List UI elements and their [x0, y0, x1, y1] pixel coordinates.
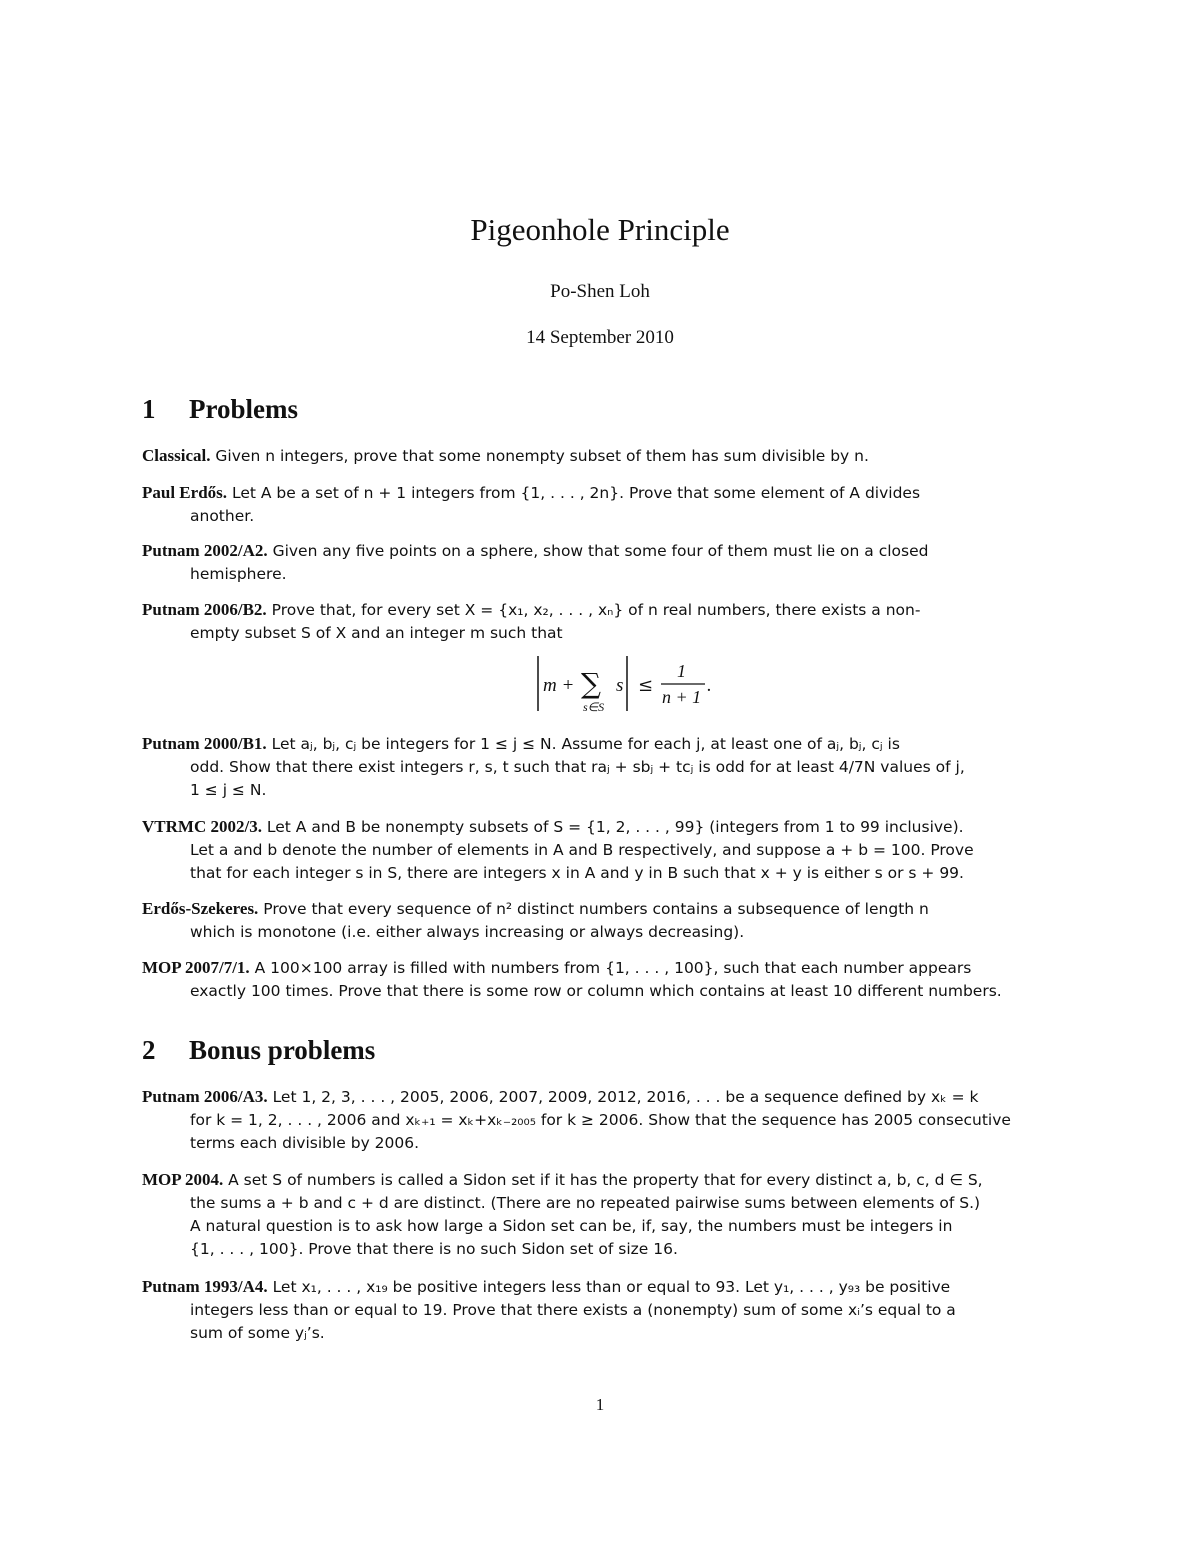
problem-mop-2007-7-1 [142, 956, 1058, 1003]
problem-classical [142, 444, 1058, 468]
problem-text: for k = 1, 2, . . . , 2006 and xₖ₊₁ = xₖ+xₖ₋₂₀₀₅ for k ≥ 2006. Show that the sequence has 2005 consecutive [190, 1111, 1011, 1129]
problem-name: Putnam 2006/A3. [142, 1087, 268, 1106]
problem-text: terms each divisible by 2006. [190, 1134, 420, 1152]
problem-putnam-2006-b2 [142, 598, 1058, 645]
problem-name: MOP 2007/7/1. [142, 958, 250, 977]
problem-name: Putnam 2002/A2. [142, 541, 268, 560]
section-number: 1 [142, 394, 156, 424]
problem-text: Given any five points on a sphere, show that some four of them must lie on a closed [272, 542, 929, 560]
section-heading-bonus [142, 1035, 375, 1066]
problem-name: Putnam 2000/B1. [142, 734, 267, 753]
problem-text: Let aⱼ, bⱼ, cⱼ be integers for 1 ≤ j ≤ N. Assume for each j, at least one of aⱼ, bⱼ, cⱼ is [271, 735, 900, 753]
fraction-denominator: n + 1 [662, 687, 702, 707]
problem-text: hemisphere. [190, 565, 287, 583]
problem-text: exactly 100 times. Prove that there is some row or column which contains at least 10 different numbers. [190, 982, 1002, 1000]
problem-name: MOP 2004. [142, 1170, 224, 1189]
problem-mop-2004 [142, 1168, 1058, 1261]
problem-text: another. [190, 507, 255, 525]
problem-text: Let 1, 2, 3, . . . , 2005, 2006, 2007, 2009, 2012, 2016, . . . be a sequence defined by xₖ = k [272, 1088, 979, 1106]
problem-text: Let A be a set of n + 1 integers from {1, . . . , 2n}. Prove that some element of A divides [231, 484, 921, 502]
sum-variable: s [616, 675, 624, 696]
problem-putnam-1993-a4 [142, 1275, 1058, 1345]
section-title: Bonus problems [189, 1035, 376, 1065]
problem-vtrmc-2002-3 [142, 815, 1058, 885]
problem-text: Let A and B be nonempty subsets of S = {1, 2, . . . , 99} (integers from 1 to 99 inclusive). [266, 818, 964, 836]
section-number: 2 [142, 1035, 156, 1065]
formula-m: m + [543, 675, 575, 696]
problem-text: which is monotone (i.e. either always increasing or always decreasing). [190, 923, 745, 941]
problem-paul-erdos [142, 481, 1058, 528]
problem-putnam-2006-a3 [142, 1085, 1058, 1155]
problem-text: sum of some yⱼ’s. [190, 1324, 325, 1342]
problem-putnam-2000-b1 [142, 732, 1058, 802]
problem-name: Putnam 1993/A4. [142, 1277, 268, 1296]
problem-text: integers less than or equal to 19. Prove that there exists a (nonempty) sum of some xᵢ’s equal to a [190, 1301, 956, 1319]
date: 14 September 2010 [526, 327, 674, 348]
problem-text: 1 ≤ j ≤ N. [190, 781, 267, 799]
problem-text: the sums a + b and c + d are distinct. (There are no repeated pairwise sums between elements of S.) [190, 1194, 981, 1212]
leq-symbol: ≤ [638, 675, 654, 696]
sum-symbol: ∑ [581, 667, 601, 700]
author: Po-Shen Loh [550, 281, 650, 302]
problem-name: Erdős-Szekeres. [142, 899, 259, 918]
page-number: 1 [595, 1395, 605, 1414]
problem-text: A set S of numbers is called a Sidon set if it has the property that for every distinct a, b, c, d ∈ S, [228, 1171, 983, 1189]
problem-text: A 100×100 array is filled with numbers from {1, . . . , 100}, such that each number appears [254, 959, 972, 977]
problem-text: Let x₁, . . . , x₁₉ be positive integers less than or equal to 93. Let y₁, . . . , y₉₃ be positive [272, 1278, 951, 1296]
problem-erdos-szekeres [142, 897, 1058, 944]
problem-text: Let a and b denote the number of elements in A and B respectively, and suppose a + b = 100. Prove [190, 841, 974, 859]
section-title: Problems [189, 394, 298, 424]
formula-period: . [707, 675, 712, 696]
fraction-numerator: 1 [677, 661, 686, 681]
problem-text: that for each integer s in S, there are integers x in A and y in B such that x + y is either s or s + 99. [190, 864, 964, 882]
problem-text: Prove that, for every set X = {x₁, x₂, . . . , xₙ} of n real numbers, there exists a non- [271, 601, 921, 619]
problem-name: Putnam 2006/B2. [142, 600, 267, 619]
display-formula [0, 653, 1200, 713]
document-title: Pigeonhole Principle [470, 212, 730, 247]
sum-subscript: s∈S [583, 700, 605, 713]
problem-name: VTRMC 2002/3. [142, 817, 262, 836]
problem-text: odd. Show that there exist integers r, s, t such that raⱼ + sbⱼ + tcⱼ is odd for at least 4/7N values of j, [190, 758, 965, 776]
problem-text: Prove that every sequence of n² distinct numbers contains a subsequence of length n [263, 900, 929, 918]
problem-text: {1, . . . , 100}. Prove that there is no such Sidon set of size 16. [190, 1240, 678, 1258]
problem-text: Given n integers, prove that some nonempty subset of them has sum divisible by n. [215, 447, 869, 465]
problem-text: A natural question is to ask how large a Sidon set can be, if, say, the numbers must be integers in [190, 1217, 953, 1235]
problem-text: empty subset S of X and an integer m such that [190, 624, 563, 642]
problem-name: Classical. [142, 446, 211, 465]
problem-name: Paul Erdős. [142, 483, 228, 502]
problem-putnam-2002-a2 [142, 539, 1058, 586]
formula-svg [0, 653, 1200, 713]
section-heading-problems [142, 394, 298, 425]
